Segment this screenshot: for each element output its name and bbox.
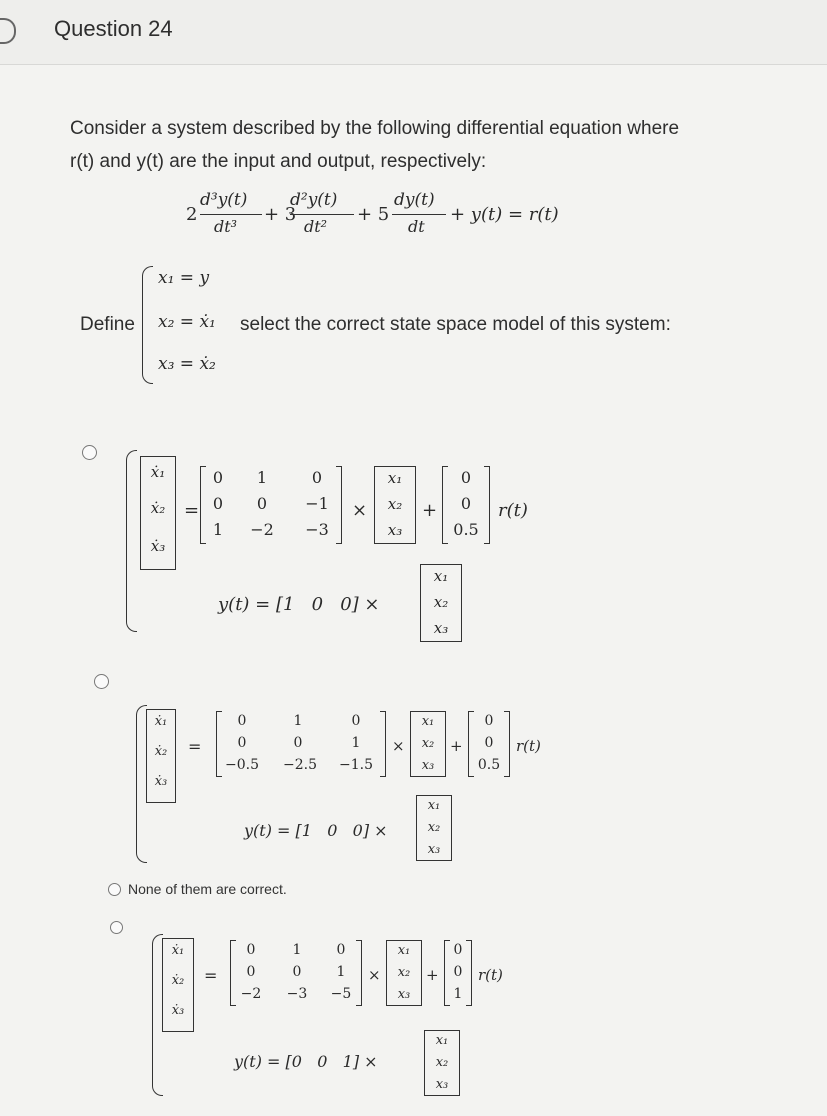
x-1: x₁ (387, 469, 403, 487)
a-23: 1 (336, 964, 346, 980)
xdot-1: ẋ₁ (171, 943, 185, 958)
x-1: x₁ (421, 714, 435, 729)
a-23: 1 (351, 735, 361, 751)
x-vector (374, 466, 416, 544)
b-2: 0 (484, 735, 494, 751)
a-11: 0 (246, 942, 256, 958)
option-3-radio[interactable] (108, 883, 121, 896)
x-2: x₂ (387, 495, 403, 513)
b-2: 0 (460, 494, 472, 513)
a-23: −1 (305, 494, 329, 513)
option-3-label[interactable]: None of them are correct. (128, 881, 287, 897)
option-4-radio[interactable] (110, 921, 123, 934)
frac-bar-1 (200, 214, 262, 215)
matrix-b-right-bracket (466, 940, 472, 1006)
matrix-b-right-bracket (484, 466, 490, 544)
den-2: dt² (304, 217, 328, 236)
define-text: select the correct state space model of this system: (240, 314, 671, 335)
a-13: 0 (311, 468, 323, 487)
differential-equation (186, 190, 606, 250)
a-11: 0 (212, 468, 224, 487)
input-r: r(t) (498, 500, 528, 521)
a-33: −1.5 (339, 757, 373, 773)
ox-1: x₁ (427, 798, 441, 813)
a-31: 1 (212, 520, 224, 539)
ox-2: x₂ (435, 1055, 449, 1070)
equals-sign: = (188, 737, 202, 756)
coef-2: + 3 (264, 204, 297, 225)
output-x-vector (424, 1030, 460, 1096)
a-21: 0 (246, 964, 256, 980)
x-vector (386, 940, 422, 1006)
x-3: x₃ (387, 521, 403, 539)
define-brace (142, 266, 153, 384)
option-4[interactable] (146, 934, 566, 1104)
equals-sign: = (184, 500, 200, 521)
a-21: 0 (237, 735, 247, 751)
output-equation: y(t) = [1 0 0] × (244, 821, 388, 840)
ox-1: x₁ (433, 567, 449, 585)
frac-bar-3 (392, 214, 446, 215)
xdot-3: ẋ₃ (154, 774, 168, 789)
b-2: 0 (453, 964, 463, 980)
b-1: 0 (484, 713, 494, 729)
question-title: Question 24 (54, 16, 173, 41)
matrix-b (472, 711, 506, 775)
a-31: −0.5 (225, 757, 259, 773)
ox-2: x₂ (427, 820, 441, 835)
times-sign: × (352, 500, 368, 521)
output-equation: y(t) = [1 0 0] × (218, 594, 380, 615)
matrix-a-right-bracket (380, 711, 386, 777)
matrix-a-right-bracket (356, 940, 362, 1006)
x-1: x₁ (397, 943, 411, 958)
a-33: −5 (330, 986, 352, 1002)
num-3: dy(t) (394, 190, 435, 210)
define-label: Define (80, 314, 135, 335)
matrix-a-right-bracket (336, 466, 342, 544)
xdot-3: ẋ₃ (171, 1003, 185, 1018)
def-x2: x₂ = ẋ₁ (158, 312, 216, 332)
matrix-a (236, 940, 358, 1004)
xdot-vector (146, 709, 176, 803)
a-12: 1 (293, 713, 303, 729)
input-r: r(t) (478, 966, 503, 984)
num-1: d³y(t) (200, 190, 248, 210)
x-2: x₂ (397, 965, 411, 980)
option-1[interactable] (120, 450, 560, 640)
option-2[interactable] (130, 705, 590, 865)
a-31: −2 (240, 986, 262, 1002)
xdot-1: ẋ₁ (150, 463, 166, 481)
a-33: −3 (305, 520, 329, 539)
output-x-vector (420, 564, 462, 642)
a-13: 0 (336, 942, 346, 958)
a-12: 1 (256, 468, 268, 487)
xdot-2: ẋ₂ (171, 973, 185, 988)
ox-3: x₃ (433, 619, 449, 637)
a-21: 0 (212, 494, 224, 513)
prompt-line-1: Consider a system described by the following differential equation where (70, 118, 680, 139)
equals-sign: = (204, 966, 218, 985)
def-x3: x₃ = ẋ₂ (158, 354, 216, 374)
matrix-b (448, 940, 468, 1004)
frac-bar-2 (290, 214, 354, 215)
a-13: 0 (351, 713, 361, 729)
a-22: 0 (292, 964, 302, 980)
matrix-b (446, 466, 486, 542)
option-1-radio[interactable] (82, 445, 97, 460)
num-2: d²y(t) (290, 190, 338, 210)
a-22: 0 (256, 494, 268, 513)
xdot-vector (140, 456, 176, 570)
a-32: −2.5 (283, 757, 317, 773)
xdot-1: ẋ₁ (154, 714, 168, 729)
a-32: −2 (250, 520, 274, 539)
x-2: x₂ (421, 736, 435, 751)
output-x-vector (416, 795, 452, 861)
option-1-brace (126, 450, 137, 632)
times-sign: × (368, 966, 381, 984)
a-22: 0 (293, 735, 303, 751)
option-2-radio[interactable] (94, 674, 109, 689)
x-3: x₃ (397, 987, 411, 1002)
plus-sign: + (450, 737, 463, 755)
input-r: r(t) (516, 737, 541, 755)
matrix-a (222, 711, 382, 775)
output-equation: y(t) = [0 0 1] × (234, 1052, 378, 1071)
a-32: −3 (286, 986, 308, 1002)
ox-1: x₁ (435, 1033, 449, 1048)
xdot-3: ẋ₃ (150, 537, 166, 555)
a-11: 0 (237, 713, 247, 729)
den-1: dt³ (214, 217, 238, 236)
x-vector (410, 711, 446, 777)
prompt-line-2: r(t) and y(t) are the input and output, respectively: (70, 151, 487, 172)
xdot-2: ẋ₂ (154, 744, 168, 759)
coef-1: 2 (186, 204, 198, 225)
a-12: 1 (292, 942, 302, 958)
plus-sign: + (422, 500, 438, 521)
b-3: 0.5 (477, 757, 501, 773)
plus-sign: + (426, 966, 439, 984)
x-3: x₃ (421, 758, 435, 773)
xdot-2: ẋ₂ (150, 499, 166, 517)
b-1: 0 (453, 942, 463, 958)
xdot-vector (162, 938, 194, 1032)
ox-3: x₃ (427, 842, 441, 857)
ox-2: x₂ (433, 593, 449, 611)
equation-tail: + y(t) = r(t) (450, 204, 559, 225)
coef-3: + 5 (357, 204, 390, 225)
matrix-a (206, 466, 336, 542)
times-sign: × (392, 737, 405, 755)
b-3: 1 (453, 986, 463, 1002)
ox-3: x₃ (435, 1077, 449, 1092)
matrix-b-right-bracket (504, 711, 510, 777)
b-3: 0.5 (453, 520, 479, 539)
def-x1: x₁ = y (158, 268, 210, 288)
den-3: dt (408, 217, 425, 236)
b-1: 0 (460, 468, 472, 487)
